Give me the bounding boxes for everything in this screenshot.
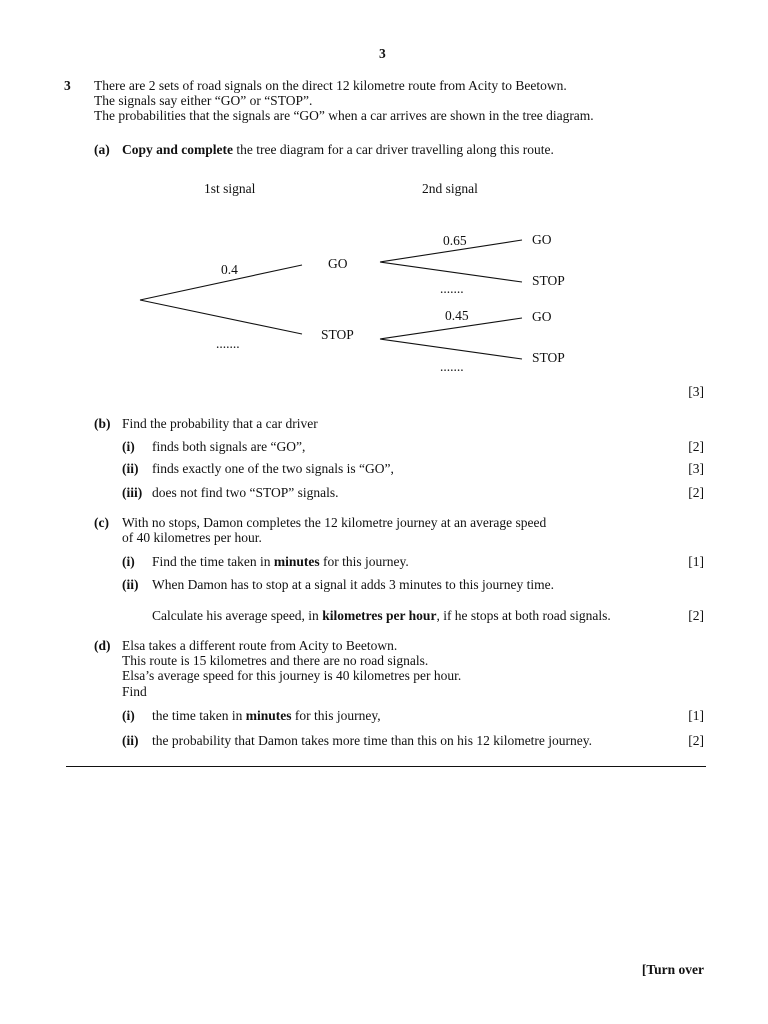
node-go: GO: [328, 256, 348, 271]
part-c-i-bold: minutes: [273, 554, 320, 569]
part-a-marks: [3]: [688, 384, 704, 399]
part-b-ii-text: finds exactly one of the two signals is “GO”,: [152, 461, 394, 476]
tree-heading-2nd: 2nd signal: [422, 181, 478, 196]
part-c-line-2: of 40 kilometres per hour.: [122, 530, 262, 545]
part-a-bold: Copy and complete: [122, 142, 233, 157]
question-number: 3: [64, 78, 71, 93]
page-number: 3: [379, 46, 386, 61]
part-b-iii-marks: [2]: [688, 485, 704, 500]
part-b-ii-label: (ii): [122, 461, 139, 476]
part-d-ii-label: (ii): [122, 733, 139, 748]
part-b-iii-label: (iii): [122, 485, 143, 500]
part-c-i-post: for this journey.: [319, 554, 409, 569]
intro-line-1: There are 2 sets of road signals on the direct 12 kilometre route from Acity to Beetown.: [94, 78, 567, 93]
intro-line-3: The probabilities that the signals are “GO” when a car arrives are shown in the tree diagram.: [94, 108, 594, 123]
node-stop: STOP: [321, 327, 354, 342]
part-d-i-marks: [1]: [688, 708, 704, 723]
part-a-rest: the tree diagram for a car driver travelling along this route.: [233, 142, 554, 157]
prob-stop-stop: .......: [440, 359, 464, 374]
part-d-ii-text: the probability that Damon takes more time than this on his 12 kilometre journey.: [152, 733, 593, 748]
part-c-i-text: [152, 554, 409, 570]
part-c-ii-marks: [2]: [688, 608, 704, 623]
branch-go-stop: [380, 262, 522, 282]
part-a-label: (a): [94, 142, 110, 157]
part-b-iii-text: does not find two “STOP” signals.: [152, 485, 339, 500]
part-d-line-4: Find: [122, 684, 147, 699]
branch-root-stop: [140, 300, 302, 334]
part-d-ii-marks: [2]: [688, 733, 704, 748]
outcome-go-1: GO: [532, 232, 552, 247]
part-c-ii-calc-bold: kilometres per hour: [322, 608, 437, 623]
part-c-i-label: (i): [122, 554, 135, 569]
part-b-text: Find the probability that a car driver: [122, 416, 318, 431]
part-d-i-label: (i): [122, 708, 135, 723]
part-c-ii-calc-post: , if he stops at both road signals.: [436, 608, 611, 623]
part-c-i-marks: [1]: [688, 554, 704, 569]
prob-go-stop: .......: [440, 281, 464, 296]
prob-go-go: 0.65: [443, 233, 467, 248]
outcome-go-2: GO: [532, 309, 552, 324]
turn-over-footer: [Turn over: [641, 962, 704, 977]
part-b-i-label: (i): [122, 439, 135, 454]
part-d-i-pre: the time taken in: [152, 708, 246, 723]
part-d-i-text: [152, 708, 381, 724]
part-d-line-1: Elsa takes a different route from Acity to Beetown.: [122, 638, 398, 653]
part-d-line-3: Elsa’s average speed for this journey is 40 kilometres per hour.: [122, 668, 462, 683]
outcome-stop-2: STOP: [532, 350, 565, 365]
part-d-label: (d): [94, 638, 111, 653]
outcome-stop-1: STOP: [532, 273, 565, 288]
part-c-ii-calc: [152, 608, 611, 624]
prob-first-go: 0.4: [221, 262, 238, 277]
tree-heading-1st: 1st signal: [204, 181, 256, 196]
part-c-line-1: With no stops, Damon completes the 12 kilometre journey at an average speed: [122, 515, 547, 530]
intro-line-2: The signals say either “GO” or “STOP”.: [94, 93, 313, 108]
prob-stop-go: 0.45: [445, 308, 469, 323]
part-c-ii-label: (ii): [122, 577, 139, 592]
part-b-i-marks: [2]: [688, 439, 704, 454]
tree-diagram: [0, 0, 768, 400]
part-c-ii-text: When Damon has to stop at a signal it adds 3 minutes to this journey time.: [152, 577, 554, 592]
part-b-i-text: finds both signals are “GO”,: [152, 439, 306, 454]
part-c-i-pre: Find the time taken in: [152, 554, 274, 569]
branch-stop-stop: [380, 339, 522, 359]
part-c-label: (c): [94, 515, 109, 530]
part-b-label: (b): [94, 416, 111, 431]
end-of-question-rule: [66, 766, 706, 767]
part-d-i-post: for this journey,: [291, 708, 381, 723]
part-d-i-bold: minutes: [245, 708, 292, 723]
part-b-ii-marks: [3]: [688, 461, 704, 476]
part-d-line-2: This route is 15 kilometres and there are no road signals.: [122, 653, 429, 668]
part-c-ii-calc-pre: Calculate his average speed, in: [152, 608, 323, 623]
prob-first-stop: .......: [216, 336, 240, 351]
